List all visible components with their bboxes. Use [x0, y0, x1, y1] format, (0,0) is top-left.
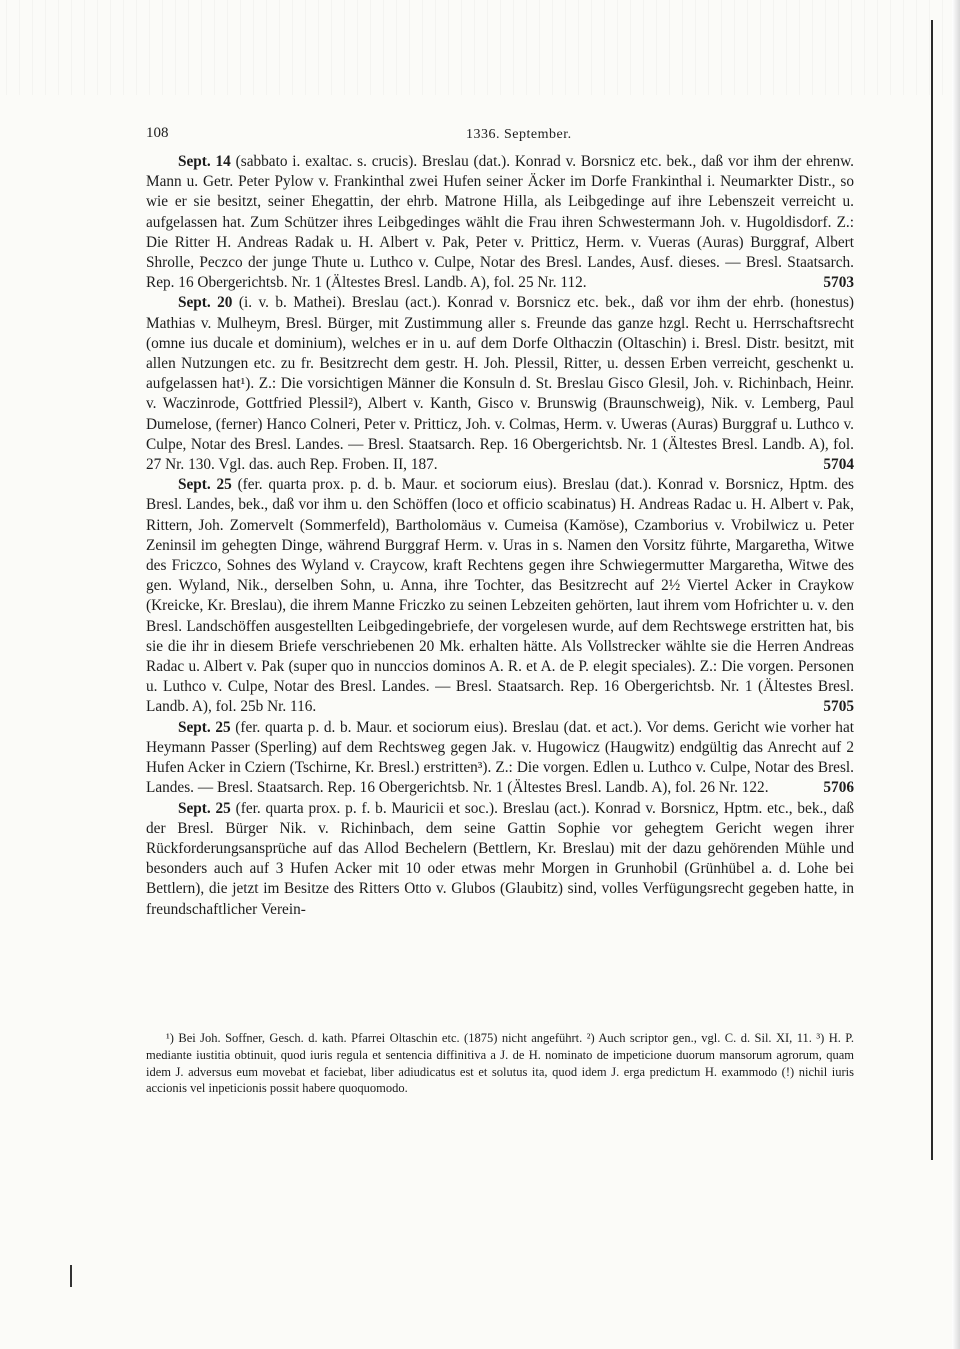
- entry-date: Sept. 14: [178, 153, 231, 170]
- footnote: ¹) Bei Joh. Soffner, Gesch. d. kath. Pfarrei Oltaschin etc. (1875) nicht angeführt. ²) Auch scriptor gen., vgl. C. d. Sil. XI, 11. ³) H. P. mediante iustitia obtinuit, quod iuris regula et sentencia diffinitiva a J. de H. nominato de impeticione duorum mansorum agrorum, quam idem J. adversus eum movebat et faciebat, liber adiudicatus est et solutus ita, quod idem J. erga predictum H. exammodo (!) nichil iuris accionis vel inpeticionis possit habere quoquomodo.: [146, 1031, 854, 1096]
- entry-text: (i. v. b. Mathei). Breslau (act.). Konrad v. Borsnicz etc. bek., daß vor ihm der ehrb. (honestus) Mathias v. Mulheym, Bresl. Bürger, mit Zustimmung aller s. Freunde das ganze hzgl. Recht u. Herrschaftsrecht (omne ius ducale et dominium), welches er in u. auf dem Dorfe Olthaczin (Oltaschin) i. Bresl. Distr. besitzt, mit allen Nutzungen etc. zu fr. Besitzrecht dem gestr. H. Joh. Plessil, Ritter, u. dessen Erben verreicht, geschenkt u. aufgelassen hat¹). Z.: Die vorsichtigen Männer die Konsuln d. St. Breslau Gisco Glesil, Joh. v. Richinbach, Heinr. v. Waczinrode, Gottfried Plessil²), Albert v. Kanth, Gisco v. Brunswig (Braunschweig), Nik. v. Lemberg, Paul Dumelose, (ferner) Hanco Colneri, Peter v. Pritticz, Joh. v. Colmas, Herm. v. Uweras (Auras) Burggraf u. Luthco v. Culpe, Notar des Bresl. Landes. — Bresl. Staatsarch. Rep. 16 Obergerichtsb. Nr. 1 (Ältestes Bresl. Landb. A), fol. 27 Nr. 130. Vgl. das. auch Rep. Froben. II, 187.: [146, 294, 855, 474]
- entry: [146, 152, 854, 293]
- entry-date: Sept. 25: [178, 718, 231, 736]
- entry-text: (sabbato i. exaltac. s. crucis). Breslau (dat.). Konrad v. Borsnicz etc. bek., daß vor ihm der ehrenw. Mann u. Getr. Peter Pylow v. Frankinthal zwei Hufen seiner Äcker im Dorfe Frankinthal i. Neumarkter Distr., so wie er sie besitzt, seiner Ehegattin, der ehrb. Matrone Hilla, als Leibgedinge auf ihre Lebenszeit verreicht u. aufgelassen hat. Zum Schützer ihres Leibgedinges wählt die Frau ihren Schwestermann Joh. v. Hugoldisdorf. Z.: Die Ritter H. Andreas Radak u. H. Albert v. Pak, Peter v. Pritticz, Herm. v. Vueras (Auras) Burggraf, Albert Shrolle, Peczco der junge Thute u. Luthco v. Culpe, Notar des Bresl. Landes, Ausf. dieses. — Bresl. Staatsarch. Rep. 16 Obergerichtsb. Nr. 1 (Ältestes Bresl. Landb. A), fol. 25 Nr. 112.: [146, 153, 855, 292]
- margin-mark: [70, 1265, 72, 1287]
- page-number: 108: [146, 125, 169, 141]
- page-edge: [952, 0, 960, 1349]
- margin-rule: [931, 20, 933, 1160]
- entry: [146, 718, 854, 799]
- entries: [146, 152, 854, 920]
- entry-number: 5703: [823, 274, 854, 292]
- entry: [146, 293, 854, 475]
- entry-text: (fer. quarta prox. p. f. b. Mauricii et soc.). Breslau (act.). Konrad v. Borsnicz, Hptm. etc., bek., daß der Bresl. Bürger Nik. v. Richinbach, dem seine Gattin Sophie vor gehegtem Gericht wegen ihrer Rückforderungsansprüche auf das Allod Bechelern (Bettlern, Kr. Breslau) mit der dazu gehörenden Mühle und besonders auch auf 3 Hufen Acker mit 10 oder etwas mehr Morgen in Grunhobil (Grünhübel a. d. Lohe bei Bettlern), die jetzt im Besitze des Ritters Otto v. Glubos (Glaubitz) sind, volles Verfügungsrecht gegeben hatte, in freundschaftlicher Verein-: [146, 799, 855, 918]
- entry-number: 5706: [823, 779, 854, 797]
- footnotes: [146, 1030, 854, 1097]
- running-head: 1336. September.: [466, 127, 572, 142]
- page-header: [146, 125, 846, 149]
- entry-text: (fer. quarta prox. p. d. b. Maur. et sociorum eius). Breslau (dat.). Konrad v. Borsnicz, Hptm. des Bresl. Landes, bek., daß vor ihm u. den Schöffen (loco et officio scabinatus) H. Andreas Radac u. H. Albert v. Pak, Rittern, Joh. Zomervelt (Sommerfeld), Bartholomäus v. Cumeisa (Kamöse), Czamborius v. Vrobilwicz u. Peter Zeninsil im gehegten Dinge, während Burggraf Herm. v. Uras in s. Namen den Vorsitz führte, Margaretha, Witwe des Friczco, Sohnes des Wyland v. Craycow, kraft Rechtens gegen ihre Schwiegermutter Margaretha, Witwe des gen. Wyland, Nik., derselben Sohn, u. Anna, ihre Tochter, das Besitzrecht auf 2½ Viertel Acker in Craykow (Kreicke, Kr. Breslau), die ihrem Manne Friczko zu seinen Lebzeiten gehörten, laut ihrem vom Hofrichter u. v. den Bresl. Landschöffen ausgestellten Leibgedingebriefe, der vorgelesen wurde, auf dem Rechtswege erstritten hat, bis sie die ihr in diesem Briefe verschriebenen 20 Mk. erhalten hätte. Als Vollstrecker wählte sie die Herren Andreas Radac u. Albert v. Pak (super quo in nunccios dominos A. R. et A. de P. elegit speciales). Z.: Die vorgen. Personen u. Luthco v. Culpe, Notar des Bresl. Landes. — Bresl. Staatsarch. Rep. 16 Obergerichtsb. Nr. 1 (Ältestes Bresl. Landb. A), fol. 25b Nr. 116.: [146, 476, 855, 716]
- entry-date: Sept. 20: [178, 294, 233, 312]
- entry: [146, 475, 854, 717]
- entry-text: (fer. quarta p. d. b. Maur. et sociorum eius). Breslau (dat. et act.). Vor dems. Gericht wie vorher hat Heymann Passer (Sperling) auf dem Rechtsweg gegen Jak. v. Hugowicz (Haugwitz) endgültig das Anrecht auf 2 Hufen Acker in Cziern (Tschirne, Kr. Bresl.) erstritten³). Z.: Die vorgen. Edlen u. Luthco v. Culpe, Notar des Bresl. Landes. — Bresl. Staatsarch. Rep. 16 Obergerichtsb. Nr. 1 (Ältestes Bresl. Landb. A), fol. 26 Nr. 122.: [146, 718, 854, 797]
- entry-date: Sept. 25: [178, 476, 232, 494]
- scan-noise-band: [0, 0, 960, 95]
- entry-date: Sept. 25: [178, 799, 231, 817]
- entry-number: 5704: [823, 456, 854, 474]
- entry: [146, 799, 854, 920]
- entry-number: 5705: [823, 698, 854, 716]
